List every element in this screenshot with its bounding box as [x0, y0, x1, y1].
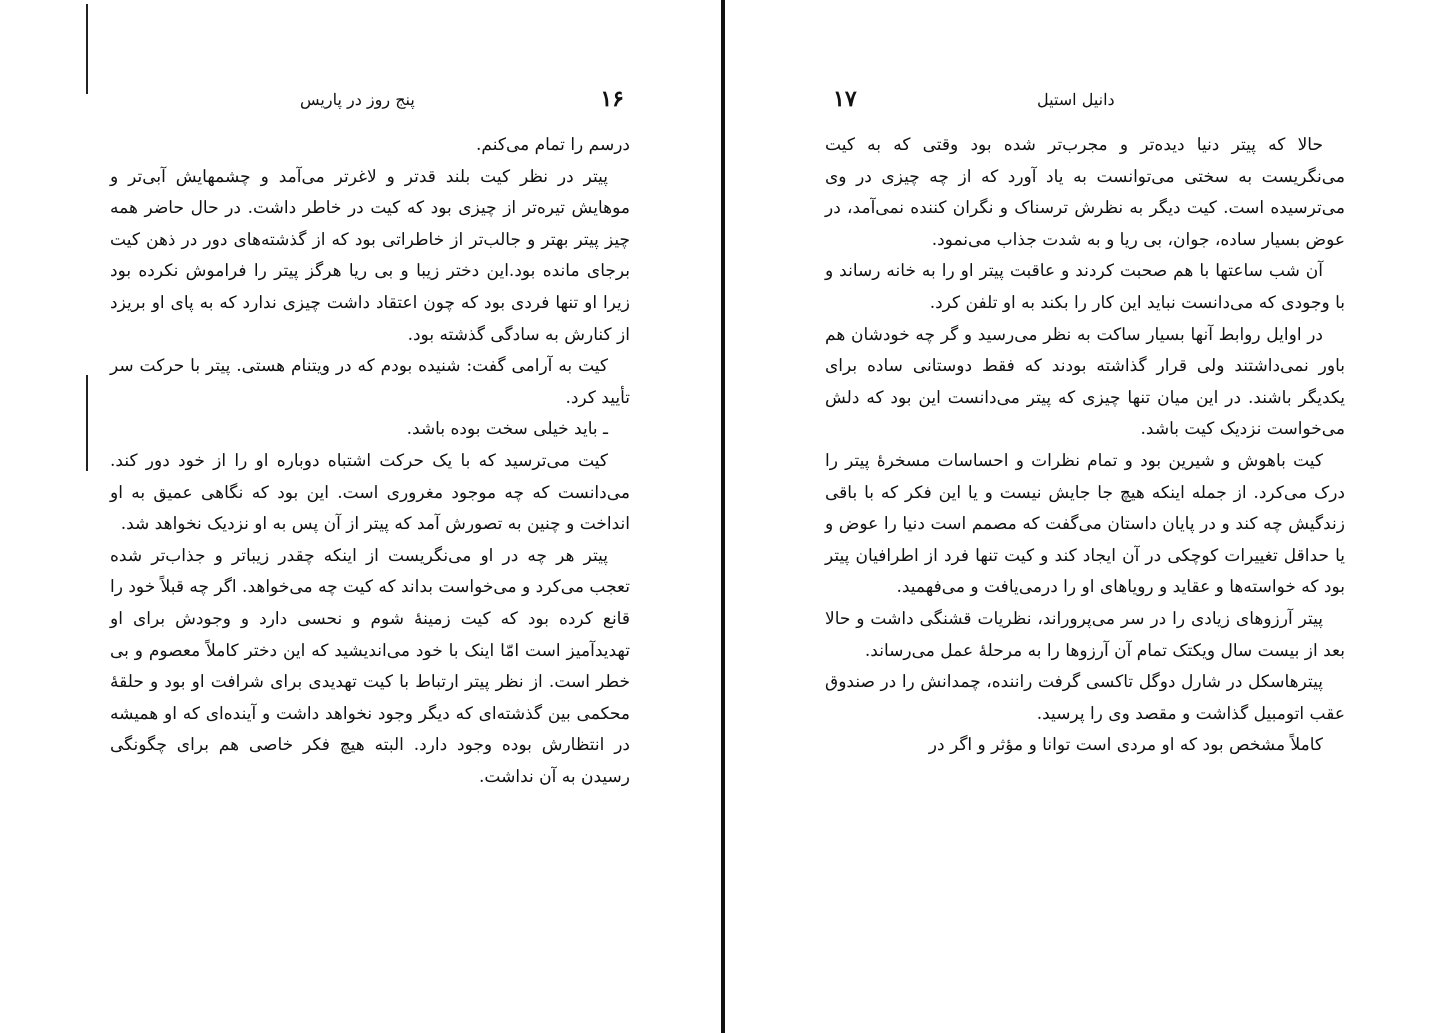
paragraph: پیتر آرزوهای زیادی را در سر می‌پروراند، نظریات قشنگی داشت و حالا بعد از بیست سال ویکتک تمام آن آرزوها را به مرحلهٔ عمل می‌رساند. [825, 608, 1345, 661]
right-running-title: دانیل استیل [1037, 90, 1115, 109]
paragraph: کیت می‌ترسید که با یک حرکت اشتباه دوباره او را از خود دور کند. می‌دانست که چه موجود مغروری است. این بود که نگاهی عمیق به او انداخت و چنین به تصورش آمد که پیتر از آن پس به او نزدیک نخواهد شد. [110, 450, 630, 535]
paragraph: درسم را تمام می‌کنم. [476, 135, 630, 155]
left-running-head [110, 86, 630, 116]
paragraph: آن شب ساعتها با هم صحبت کردند و عاقبت پیتر او را به خانه رساند و با وجودی که می‌دانست نباید این کار را بکند به او تلفن کرد. [825, 261, 1345, 313]
right-page [825, 0, 1345, 1033]
right-body-text [825, 130, 1345, 762]
paragraph: کیت باهوش و شیرین بود و تمام نظرات و احساسات مسخرهٔ پیتر را درک می‌کرد. از جمله اینکه هیچ جا جایش نیست و یا این فکر که با باقی زندگیش چه کند و در پایان داستان می‌گفت که مصمم است دنیا را عوض و یا حداقل تغییرات کوچکی در آن ایجاد کند و کیت تنها فرد از اطرافیان پیتر بود که خواسته‌ها و عقاید و رویاهای او را درمی‌یافت و می‌فهمید. [825, 450, 1345, 598]
left-body-text [110, 130, 630, 793]
paragraph: پیتر هر چه در او می‌نگریست از اینکه چقدر زیباتر و جذاب‌تر شده تعجب می‌کرد و می‌خواست بداند که کیت چه می‌خواهد. اگر چه قبلاً خود را قانع کرده بود که کیت زمینهٔ شوم و نحسی دارد و وجودش برای او تهدیدآمیز است امّا اینک با خود می‌اندیشید که این دختر کاملاً معصوم و بی خطر است. از نظر پیتر ارتباط با کیت تهدیدی برای شرافت او بود و حلقهٔ محکمی بین گذشته‌ای که دیگر وجود نخواهد داشت و آینده‌ای که او همیشه در انتظارش بوده وجود دارد. البته هیچ فکر خاصی هم برای چگونگی رسیدن به آن نداشت. [110, 545, 630, 787]
left-edge-mark-lower [86, 375, 88, 471]
paragraph: کاملاً مشخص بود که او مردی است توانا و مؤثر و اگر در [928, 735, 1323, 756]
paragraph: در اوایل روابط آنها بسیار ساکت به نظر می‌رسید و گر چه خودشان هم باور نمی‌داشتند ولی قرار گذاشته بودند که فقط دوستانی ساده برای یکدیگر باشند. در این میان تنها چیزی که پیتر می‌دانست این بود که دلش می‌خواست نزدیک کیت باشد. [825, 324, 1345, 440]
paragraph: پیترهاسکل در شارل دوگل تاکسی گرفت راننده، چمدانش را در صندوق عقب اتومبیل گذاشت و مقصد وی را پرسید. [825, 672, 1345, 724]
right-page-number: ۱۷ [833, 86, 857, 112]
right-running-head [825, 86, 1345, 116]
paragraph: پیتر در نظر کیت بلند قدتر و لاغرتر می‌آمد و چشمهایش آبی‌تر و موهایش تیره‌تر از چیزی بود که کیت در خاطر داشت. در حال حاضر همه چیز پیتر بهتر و جالب‌تر از خاطراتی بود که از گذشته‌های دور در ذهن کیت برجای مانده بود.این دختر زیبا و بی ریا هرگز پیتر را فراموش نکرده بود زیرا او تنها فردی بود که چون اعتقاد داشت چیزی ندارد که به پای او بریزد از کنارش به سادگی گذشته بود. [110, 166, 630, 345]
left-running-title: پنج روز در پاریس [300, 90, 415, 109]
paragraph: کیت به آرامی گفت: شنیده بودم که در ویتنام هستی. پیتر با حرکت سر تأیید کرد. [110, 356, 630, 408]
left-page-number: ۱۶ [600, 86, 624, 112]
left-page [110, 0, 630, 1033]
paragraph: ـ باید خیلی سخت بوده باشد. [406, 419, 608, 440]
page-gutter [721, 0, 725, 1033]
paragraph: حالا که پیتر دنیا دیده‌تر و مجرب‌تر شده بود وقتی که به کیت می‌نگریست به سختی می‌توانست به یاد آورد که از چه چیزی در وی می‌ترسیده است. کیت دیگر به نظرش ترسناک و نگران کننده نمی‌آمد، در عوض بسیار ساده، جوان، بی ریا و به شدت جذاب می‌نمود. [825, 135, 1345, 250]
left-edge-mark-top [86, 4, 88, 94]
